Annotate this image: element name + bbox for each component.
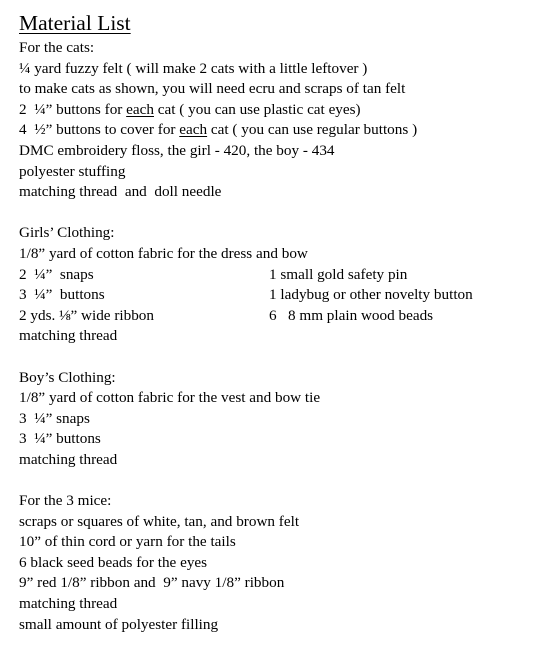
cats-buttons-line <box>19 100 534 121</box>
cats-buttons-emphasis: each <box>126 100 154 118</box>
mice-line: 6 black seed beads for the eyes <box>19 553 208 571</box>
cats-buttons-text: 2 ¼” buttons for <box>19 100 127 118</box>
section-gap <box>19 347 534 368</box>
boys-clothing-section <box>19 368 534 471</box>
cats-line: DMC embroidery floss, the girl - 420, the boy - 434 <box>19 141 335 159</box>
cats-buttons-line <box>19 120 534 141</box>
girls-row-left: 3 ¼” buttons <box>19 286 105 304</box>
section-gap <box>19 470 534 491</box>
girls-heading: Girls’ Clothing: <box>19 224 115 242</box>
mice-line: scraps or squares of white, tan, and brown felt <box>19 512 300 530</box>
girls-row <box>19 306 534 327</box>
boys-line: matching thread <box>19 450 118 468</box>
girls-row-right: 1 small gold safety pin <box>269 265 408 283</box>
mice-line: 10” of thin cord or yarn for the tails <box>19 533 236 551</box>
mice-line: matching thread <box>19 595 118 613</box>
cats-line: polyester stuffing <box>19 162 126 180</box>
mice-line: small amount of polyester filling <box>19 615 219 633</box>
cats-line: ¼ yard fuzzy felt ( will make 2 cats with a little leftover ) <box>19 59 368 77</box>
cats-buttons-text: cat ( you can use regular buttons ) <box>207 121 418 139</box>
girls-row-right: 1 ladybug or other novelty button <box>269 286 473 304</box>
girls-row-left: 2 ¼” snaps <box>19 265 94 283</box>
cats-buttons-text: cat ( you can use plastic cat eyes) <box>153 100 361 118</box>
mice-heading: For the 3 mice: <box>19 492 112 510</box>
cats-section <box>19 38 534 203</box>
girls-row <box>19 265 534 286</box>
cats-line: to make cats as shown, you will need ecru and scraps of tan felt <box>19 80 406 98</box>
page-title: Material List <box>19 11 131 35</box>
boys-line: 1/8” yard of cotton fabric for the vest and bow tie <box>19 389 321 407</box>
girls-thread-line: matching thread <box>19 327 118 345</box>
material-list-document <box>19 10 534 635</box>
girls-row <box>19 285 534 306</box>
cats-heading: For the cats: <box>19 39 95 56</box>
girls-fabric-line: 1/8” yard of cotton fabric for the dress and bow <box>19 244 308 262</box>
mice-line: 9” red 1/8” ribbon and 9” navy 1/8” ribbon <box>19 574 285 592</box>
girls-row-right: 6 8 mm plain wood beads <box>269 306 434 324</box>
boys-line: 3 ¼” buttons <box>19 430 101 448</box>
cats-line: matching thread and doll needle <box>19 183 222 201</box>
mice-section <box>19 491 534 635</box>
girls-row-left: 2 yds. ⅛” wide ribbon <box>19 306 154 324</box>
boys-heading: Boy’s Clothing: <box>19 368 116 386</box>
cats-buttons-text: 4 ½” buttons to cover for <box>19 121 180 139</box>
boys-line: 3 ¼” snaps <box>19 409 90 427</box>
cats-buttons-emphasis: each <box>179 121 208 139</box>
girls-clothing-section <box>19 223 534 347</box>
section-gap <box>19 203 534 224</box>
